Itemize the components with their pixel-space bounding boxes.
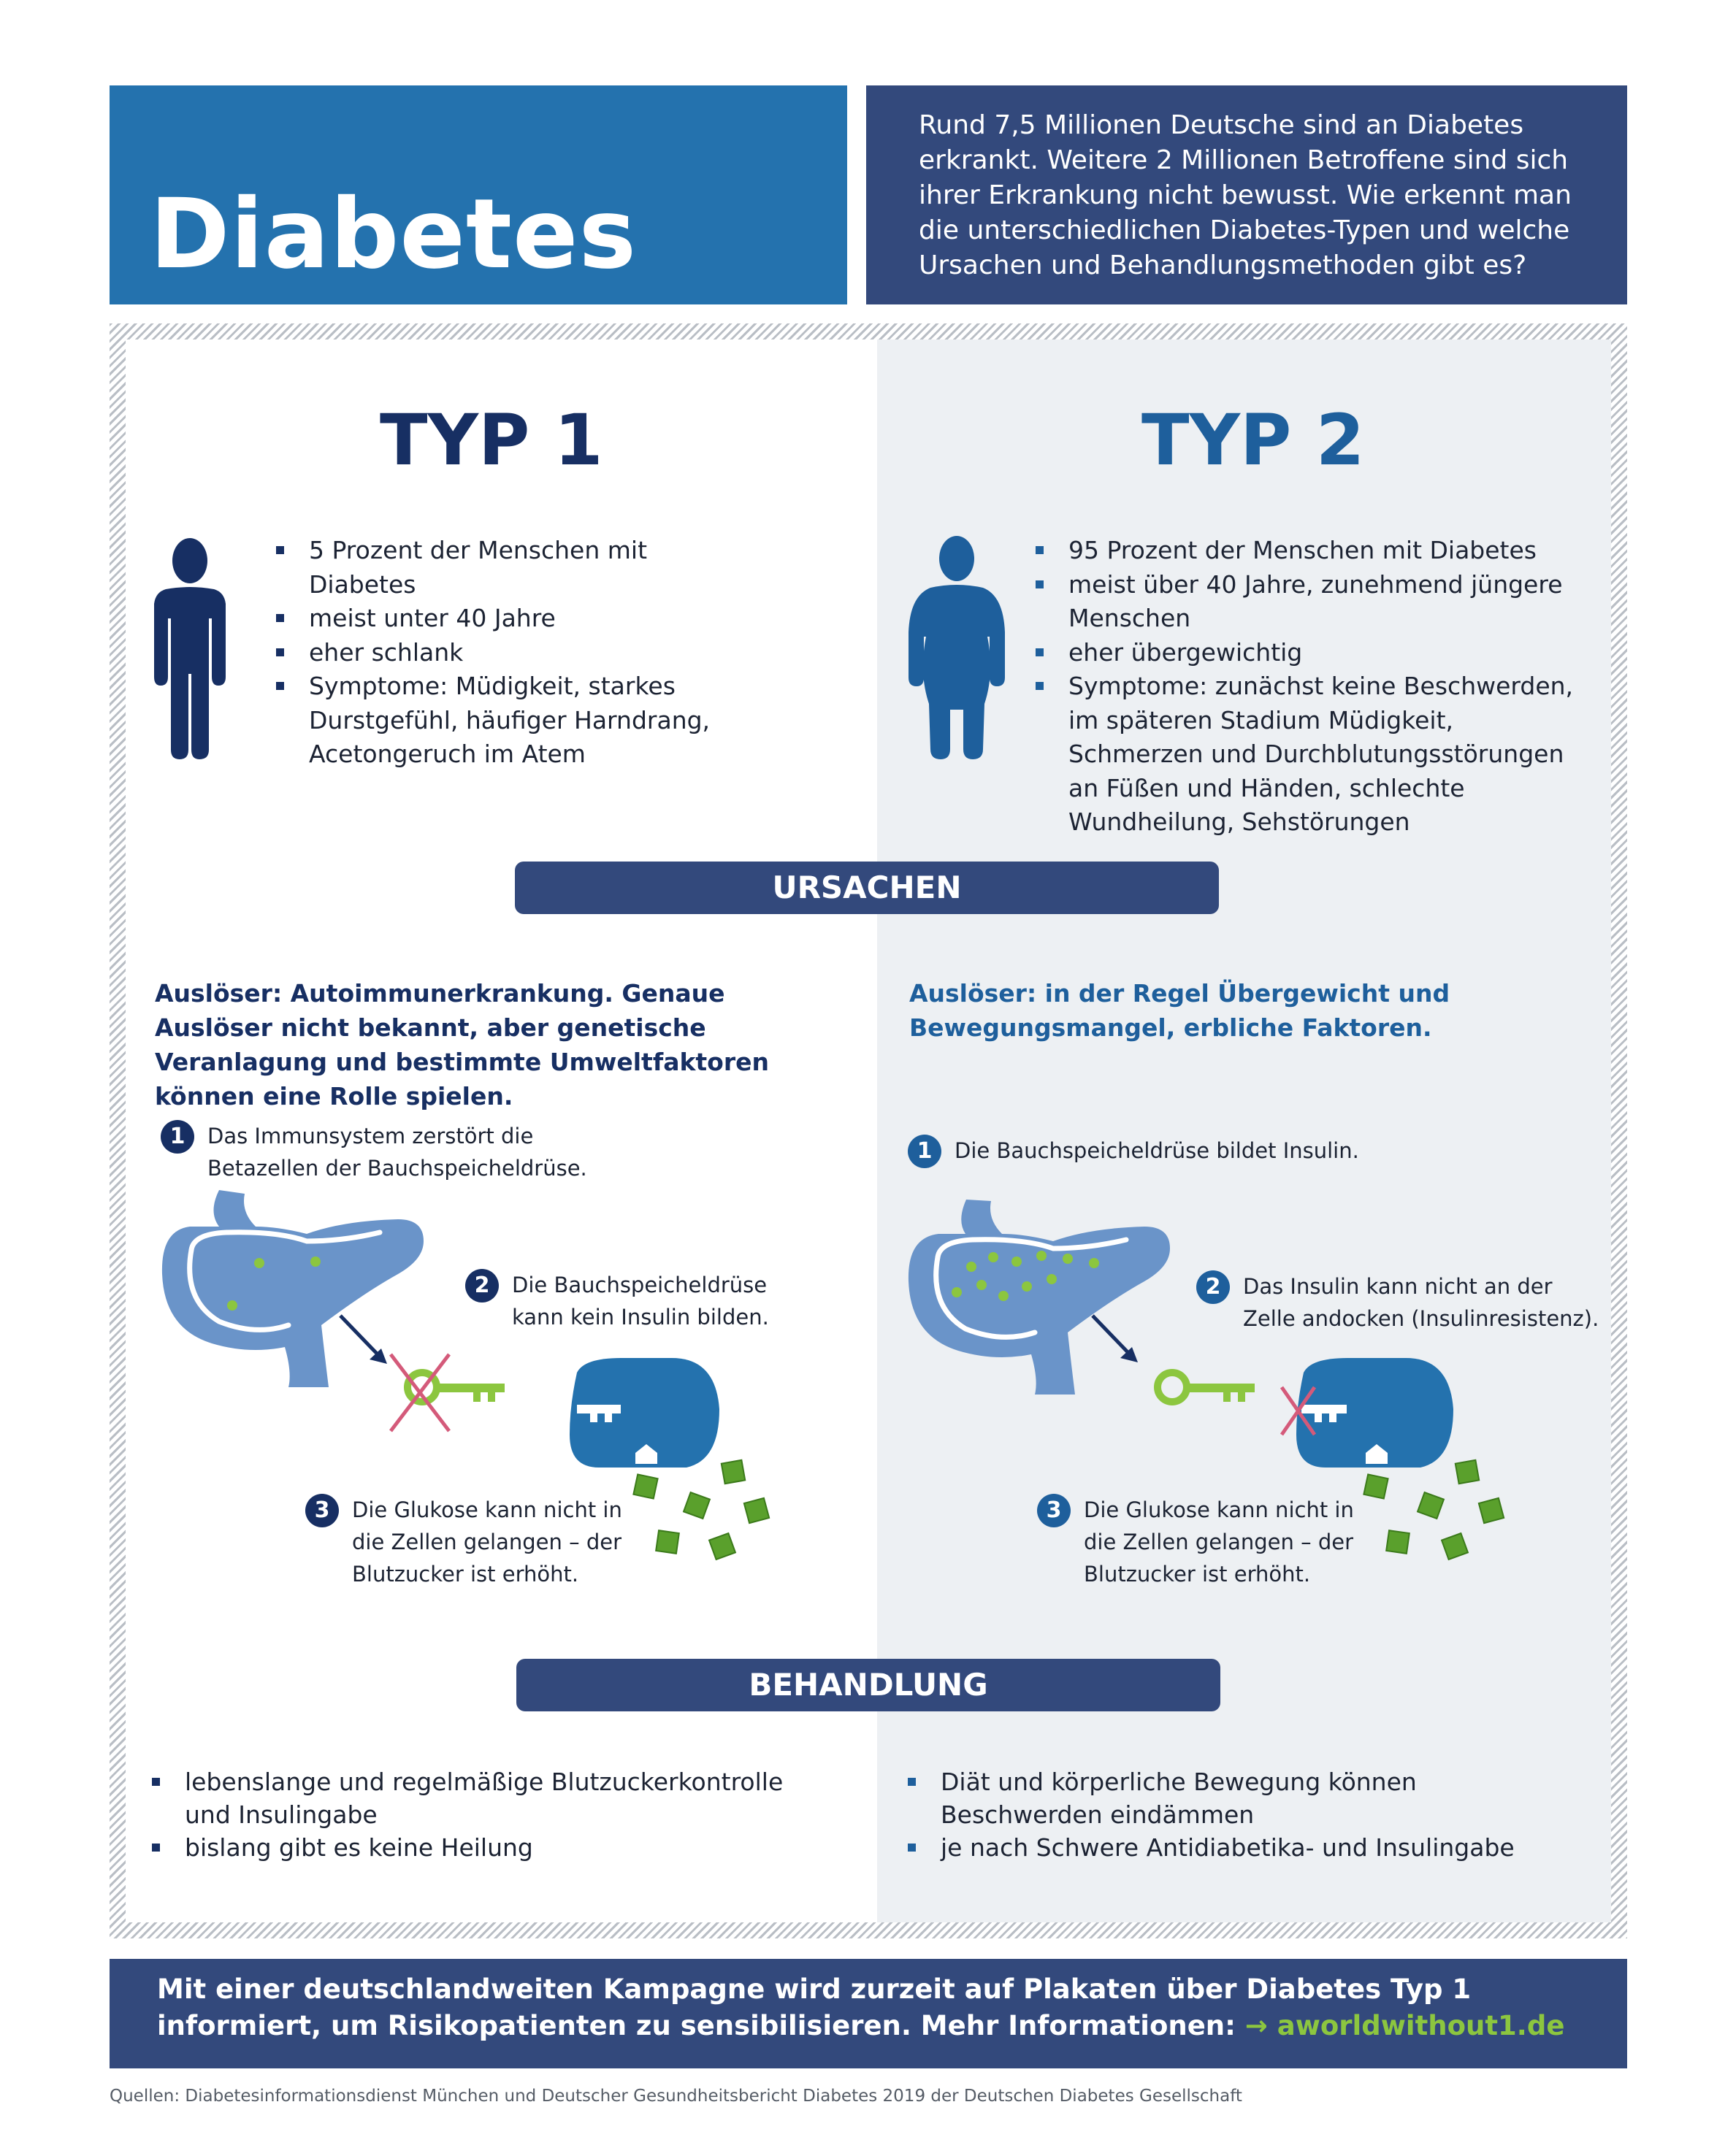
list-item: 95 Prozent der Menschen mit Diabetes (1036, 534, 1591, 568)
list-item: meist über 40 Jahre, zunehmend jüngere Menschen (1036, 568, 1591, 636)
section-banner-ursachen: URSACHEN (515, 862, 1219, 914)
key-icon (1158, 1373, 1255, 1402)
glucose-cube-icon (1363, 1460, 1504, 1560)
list-item: eher schlank (276, 636, 743, 670)
step-number: 1 (908, 1135, 941, 1168)
step-number: 3 (305, 1494, 339, 1527)
typ2-treatment (908, 1765, 1565, 1864)
cell-icon (1296, 1358, 1453, 1468)
list-item: bislang gibt es keine Heilung (152, 1831, 809, 1864)
step-text: Die Glukose kann nicht in die Zellen gelangen – der Blutzucker ist erhöht. (1084, 1497, 1354, 1587)
list-item: meist unter 40 Jahre (276, 602, 743, 636)
step-text: Die Glukose kann nicht in die Zellen gelangen – der Blutzucker ist erhöht. (352, 1497, 622, 1587)
step-number: 2 (1196, 1270, 1230, 1304)
step-text: Das Immunsystem zerstört die Betazellen der Bauchspeicheldrüse. (207, 1124, 587, 1181)
step-number: 3 (1037, 1494, 1071, 1527)
footer-message: Mit einer deutschlandweiten Kampagne wird zurzeit auf Plakaten über Diabetes Typ 1 informiert, um Risikopatienten zu sensibilisieren. Mehr Informationen: (157, 1973, 1472, 2041)
page-title: Diabetes (150, 178, 638, 291)
list-item: Symptome: Müdigkeit, starkes Durstgefühl, häufiger Harndrang, Acetongeruch im Atem (276, 670, 743, 772)
section-banner-behandlung: BEHANDLUNG (516, 1659, 1220, 1711)
pancreas-icon (909, 1200, 1170, 1395)
list-item: je nach Schwere Antidiabetika- und Insulingabe (908, 1831, 1565, 1864)
arrow-icon (1093, 1316, 1138, 1362)
list-item: lebenslange und regelmäßige Blutzuckerkontrolle und Insulingabe (152, 1765, 809, 1831)
step-text: Die Bauchspeicheldrüse kann kein Insulin bilden. (512, 1273, 769, 1330)
typ2-cause: Auslöser: in der Regel Übergewicht und Bewegungsmangel, erbliche Faktoren. (909, 979, 1450, 1042)
step-text: Das Insulin kann nicht an der Zelle andocken (Insulinresistenz). (1243, 1274, 1599, 1331)
campaign-link[interactable]: → aworldwithout1.de (1244, 2010, 1565, 2041)
step-number: 1 (161, 1120, 194, 1154)
intro-text: Rund 7,5 Millionen Deutsche sind an Diabetes erkrankt. Weitere 2 Millionen Betroffene sind sich ihrer Erkrankung nicht bewusst. Wie erkennt man die unterschiedlichen Diabetes-Typen und welche Ursachen und Behandlungsmethoden gibt es? (919, 110, 1572, 280)
step-number: 2 (465, 1269, 499, 1303)
list-item: 5 Prozent der Menschen mit Diabetes (276, 534, 743, 602)
footer-text (157, 1971, 1603, 2044)
typ1-treatment (152, 1765, 809, 1864)
typ2-title: TYP 2 (1141, 399, 1365, 481)
step-text: Die Bauchspeicheldrüse bildet Insulin. (955, 1138, 1359, 1163)
typ1-title: TYP 1 (380, 399, 603, 481)
list-item: Symptome: zunächst keine Beschwerden, im späteren Stadium Müdigkeit, Schmerzen und Durchblutungsstörungen an Füßen und Händen, schlechte Wundheilung, Sehstörungen (1036, 670, 1591, 840)
sources-note: Quellen: Diabetesinformationsdienst München und Deutscher Gesundheitsbericht Diabetes 2019 der Deutschen Diabetes Gesellschaft (110, 2087, 1242, 2106)
typ1-cause: Auslöser: Autoimmunerkrankung. Genaue Auslöser nicht bekannt, aber genetische Veranlagung und bestimmte Umweltfaktoren können eine Rolle spielen. (155, 979, 770, 1110)
list-item: Diät und körperliche Bewegung können Beschwerden eindämmen (908, 1765, 1565, 1831)
list-item: eher übergewichtig (1036, 636, 1591, 670)
